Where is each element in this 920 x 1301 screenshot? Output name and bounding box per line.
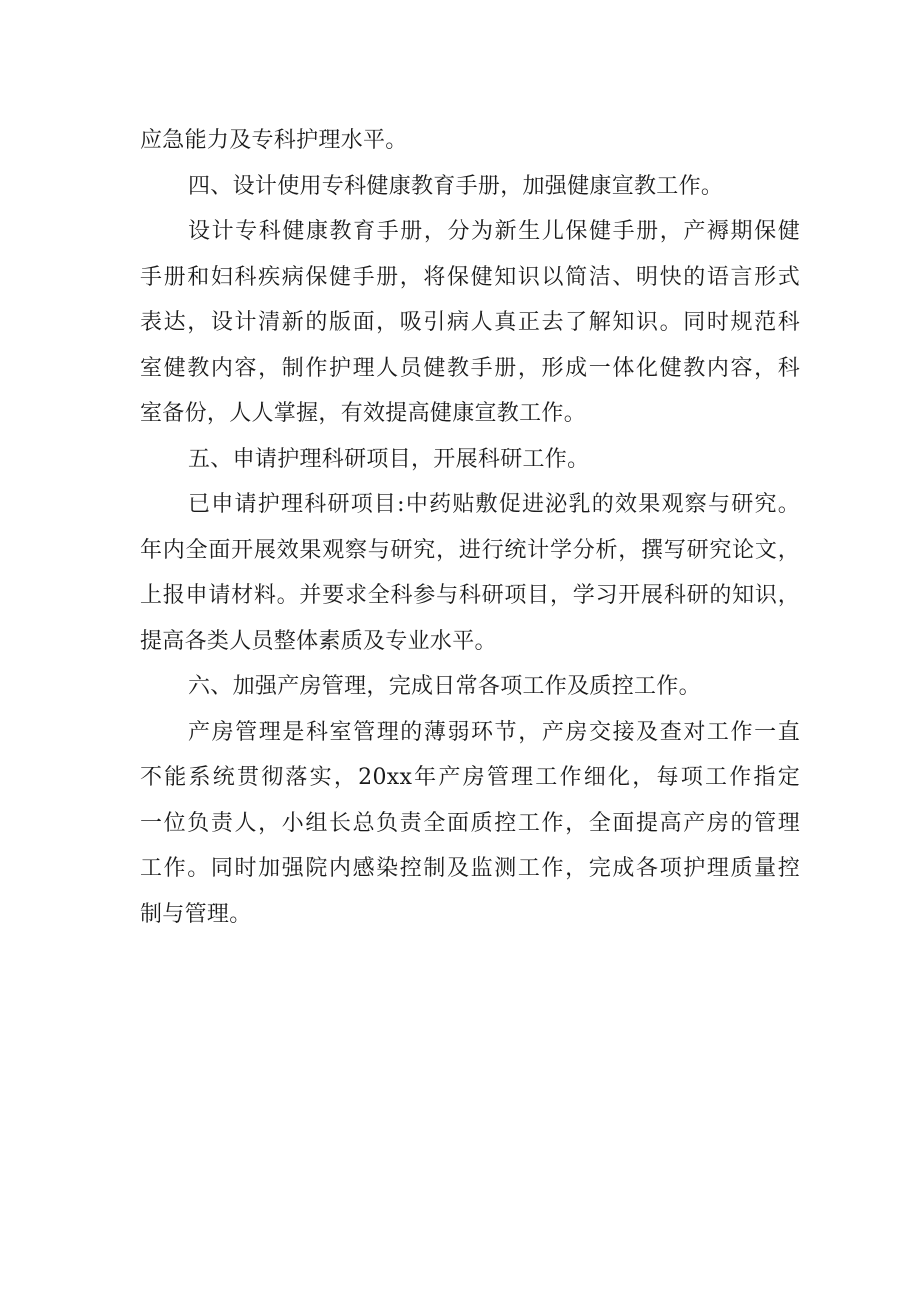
text-line: 不能系统贯彻落实，20xx年产房管理工作细化，每项工作指定 xyxy=(140,765,800,790)
section-heading-6 xyxy=(140,664,800,710)
section-heading-5 xyxy=(140,437,800,483)
document-body xyxy=(140,118,800,937)
heading-line: 四、设计使用专科健康教育手册，加强健康宣教工作。 xyxy=(188,173,724,199)
heading-line: 五、申请护理科研项目，开展科研工作。 xyxy=(188,446,590,472)
text-line: 一位负责人，小组长总负责全面质控工作，全面提高产房的管理 xyxy=(140,810,800,836)
text-line: 表达，设计清新的版面，吸引病人真正去了解知识。同时规范科 xyxy=(140,310,800,335)
text-line: 制与管理。 xyxy=(140,901,252,927)
heading-line: 六、加强产房管理，完成日常各项工作及质控工作。 xyxy=(188,674,701,699)
text-line: 手册和妇科疾病保健手册，将保健知识以简洁、明快的语言形式 xyxy=(140,264,800,290)
text-line: 上报申请材料。并要求全科参与科研项目，学习开展科研的知识， xyxy=(140,583,800,608)
text-line: 工作。同时加强院内感染控制及监测工作，完成各项护理质量控 xyxy=(140,856,800,881)
text-line: 室健教内容，制作护理人员健教手册，形成一体化健教内容，科 xyxy=(140,355,800,381)
text-line: 年内全面开展效果观察与研究，进行统计学分析，撰写研究论文， xyxy=(140,537,800,563)
paragraph-5 xyxy=(140,482,800,664)
paragraph-3 xyxy=(140,209,800,437)
text-line: 提高各类人员整体素质及专业水平。 xyxy=(140,628,497,654)
text-line: 设计专科健康教育手册，分为新生儿保健手册，产褥期保健 xyxy=(188,219,800,244)
text-line: 已申请护理科研项目:中药贴敷促进泌乳的效果观察与研究。 xyxy=(188,492,800,517)
paragraph-7 xyxy=(140,710,800,938)
section-heading-4 xyxy=(140,164,800,210)
text-line: 应急能力及专科护理水平。 xyxy=(140,128,408,153)
text-line: 室备份，人人掌握，有效提高健康宣教工作。 xyxy=(140,401,587,426)
text-line: 产房管理是科室管理的薄弱环节，产房交接及查对工作一直 xyxy=(188,719,800,745)
paragraph-1 xyxy=(140,118,800,164)
